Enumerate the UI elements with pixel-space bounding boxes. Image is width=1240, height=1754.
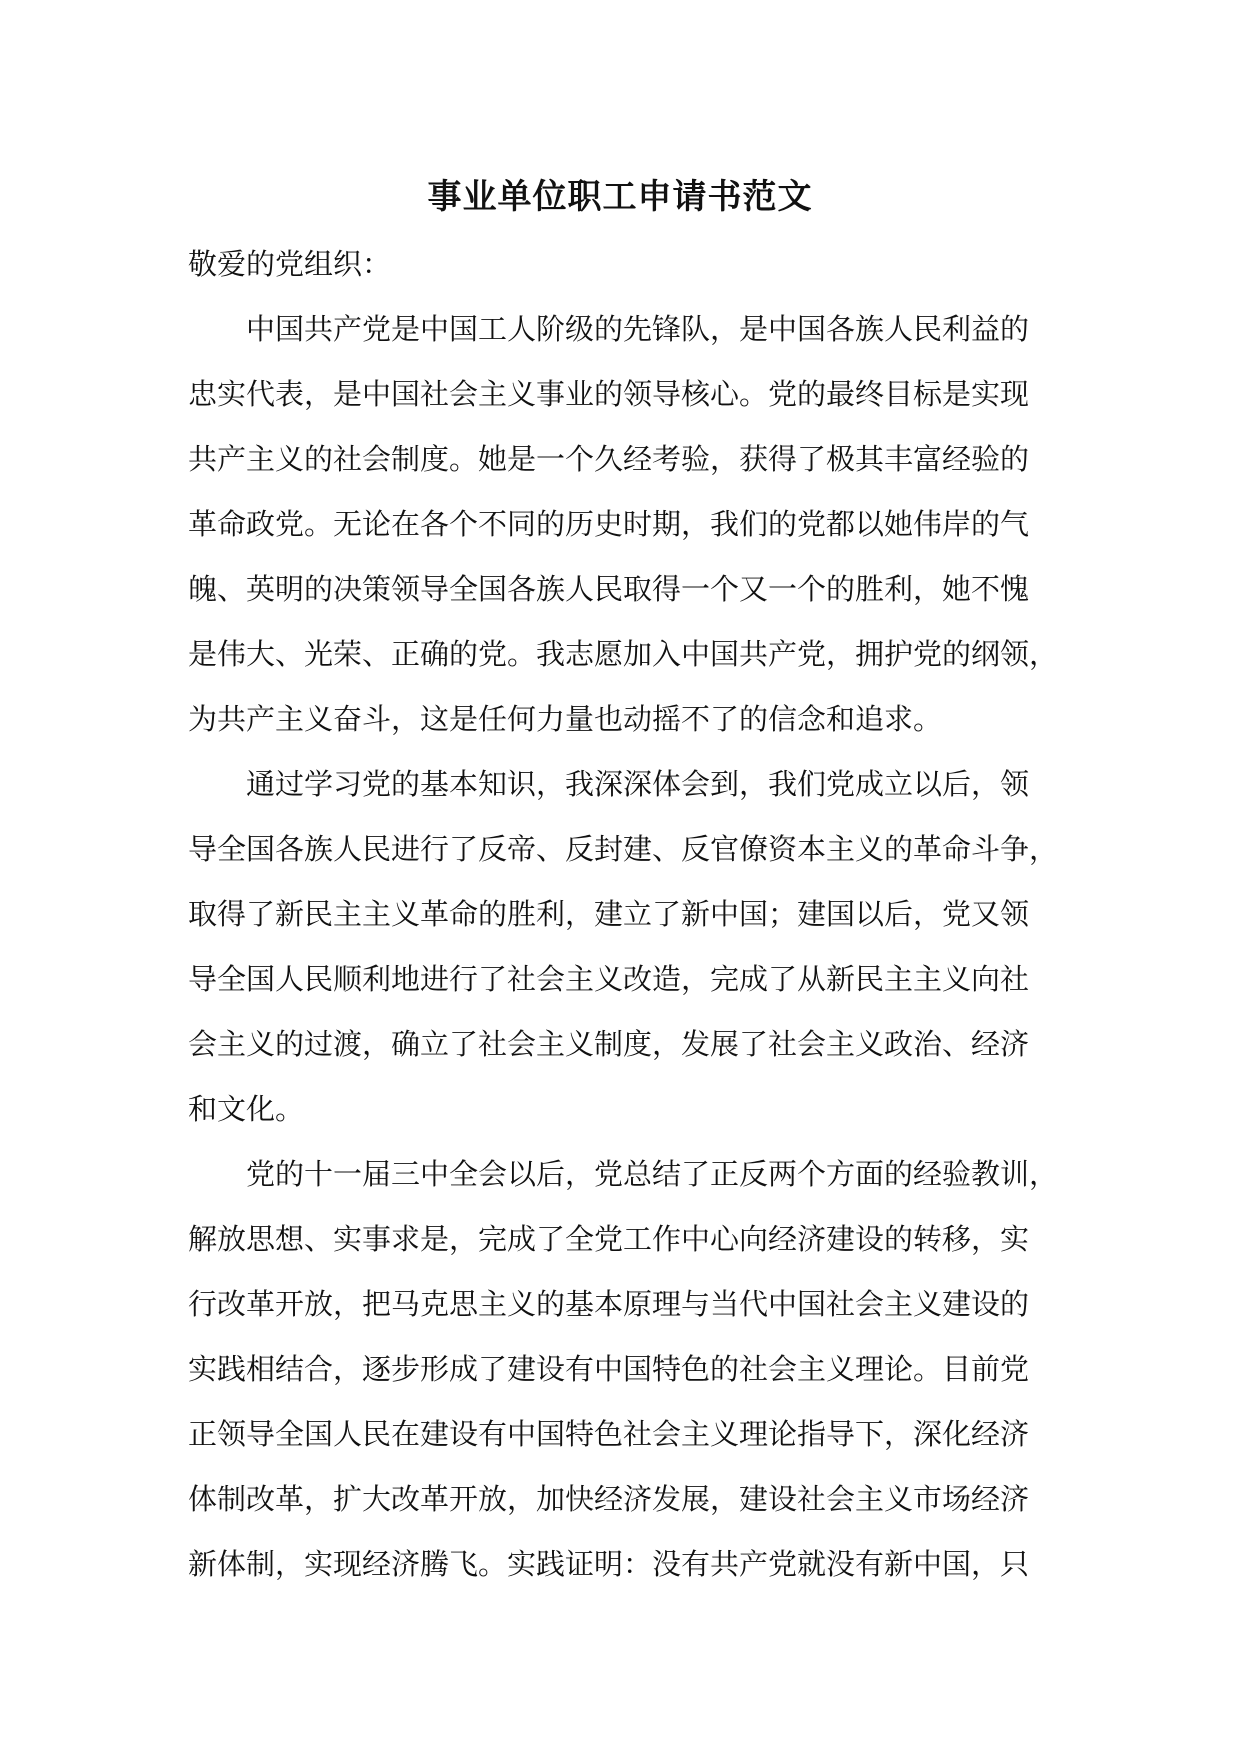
paragraph-line: 革命政党。无论在各个不同的历史时期，我们的党都以她伟岸的气	[188, 507, 1030, 541]
salutation: 敬爱的党组织：	[188, 247, 392, 281]
paragraph-line: 行改革开放，把马克思主义的基本原理与当代中国社会主义建设的	[188, 1287, 1030, 1321]
paragraph-line: 体制改革，扩大改革开放，加快经济发展，建设社会主义市场经济	[188, 1482, 1030, 1516]
paragraph-line: 党的十一届三中全会以后，党总结了正反两个方面的经验教训，	[246, 1157, 1059, 1191]
document-body	[188, 232, 1068, 1597]
paragraph-line: 忠实代表，是中国社会主义事业的领导核心。党的最终目标是实现	[188, 377, 1030, 411]
paragraph-line: 通过学习党的基本知识，我深深体会到，我们党成立以后，领	[246, 767, 1030, 801]
paragraph-line: 和文化。	[188, 1092, 305, 1126]
paragraph-line: 共产主义的社会制度。她是一个久经考验，获得了极其丰富经验的	[188, 442, 1030, 476]
paragraph-line: 是伟大、光荣、正确的党。我志愿加入中国共产党，拥护党的纲领，	[188, 637, 1059, 671]
document-title: 事业单位职工申请书范文	[427, 177, 813, 217]
paragraph-line: 中国共产党是中国工人阶级的先锋队，是中国各族人民利益的	[246, 312, 1030, 346]
paragraph-line: 魄、英明的决策领导全国各族人民取得一个又一个的胜利，她不愧	[188, 572, 1030, 606]
paragraph-line: 解放思想、实事求是，完成了全党工作中心向经济建设的转移，实	[188, 1222, 1030, 1256]
paragraph-line: 取得了新民主主义革命的胜利，建立了新中国；建国以后，党又领	[188, 897, 1030, 931]
paragraph-line: 新体制，实现经济腾飞。实践证明：没有共产党就没有新中国，只	[188, 1547, 1030, 1581]
paragraph-line: 导全国各族人民进行了反帝、反封建、反官僚资本主义的革命斗争，	[188, 832, 1059, 866]
paragraph-line: 正领导全国人民在建设有中国特色社会主义理论指导下，深化经济	[188, 1417, 1030, 1451]
paragraph-line: 实践相结合，逐步形成了建设有中国特色的社会主义理论。目前党	[188, 1352, 1030, 1386]
paragraph-line: 为共产主义奋斗，这是任何力量也动摇不了的信念和追求。	[188, 702, 943, 736]
paragraph-line: 会主义的过渡，确立了社会主义制度，发展了社会主义政治、经济	[188, 1027, 1030, 1061]
paragraph-line: 导全国人民顺利地进行了社会主义改造，完成了从新民主主义向社	[188, 962, 1030, 996]
